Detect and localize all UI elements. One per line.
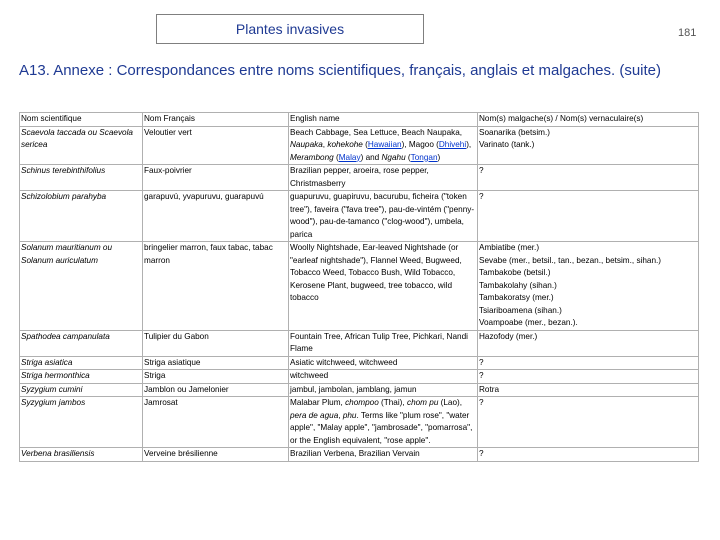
english-text: ), — [466, 140, 472, 149]
column-header-english: English name — [289, 113, 478, 127]
cell-malagasy-name: ? — [478, 165, 699, 191]
table-row — [20, 191, 699, 242]
column-header-french: Nom Français — [143, 113, 289, 127]
cell-english-name: guapuruvu, guapiruvu, bacurubu, ficheira ("token tree"), faveira ("fava tree"), pau-de-vintém ("penny-wood"), pau-de-tamanco ("clog-wood"), umbela, parica — [289, 191, 478, 242]
link-hawaiian[interactable]: Hawaiian — [367, 140, 402, 149]
link-malay[interactable]: Malay — [338, 152, 361, 162]
cell-malagasy-name: ? — [478, 356, 699, 370]
cell-scientific-name: Scaevola taccada ou Scaevola sericea — [20, 126, 143, 165]
english-text: . Terms like "plum rose", "water apple", "Malay apple", "jambrosade", "pomarrosa", or the English equivalent, "rose apple". — [290, 410, 473, 445]
cell-english-name: Asiatic witchweed, witchweed — [289, 356, 478, 370]
table-row — [20, 356, 699, 370]
cell-english-name: witchweed — [289, 370, 478, 384]
cell-scientific-name: Striga asiatica — [20, 356, 143, 370]
header-title: Plantes invasives — [235, 21, 345, 37]
cell-french-name: Faux-poivrier — [143, 165, 289, 191]
english-text: , — [322, 140, 328, 149]
cell-french-name: Jamrosat — [143, 397, 289, 448]
cell-malagasy-name: Soanarika (betsim.) Varinato (tank.) — [478, 126, 699, 165]
cell-scientific-name: Syzygium jambos — [20, 397, 143, 448]
cell-french-name: Striga asiatique — [143, 356, 289, 370]
english-text: ( — [362, 140, 368, 149]
cell-malagasy-name: Rotra — [478, 383, 699, 397]
english-text-italic: Naupaka — [290, 140, 323, 149]
cell-english-name: Brazilian pepper, aroeira, rose pepper, Christmasberry — [289, 165, 478, 191]
english-text: ) — [437, 152, 441, 162]
cell-french-name: Jamblon ou Jamelonier — [143, 383, 289, 397]
column-header-scientific: Nom scientifique — [20, 113, 143, 127]
english-text: Malabar Plum, — [290, 398, 346, 407]
english-text: ) and — [360, 152, 382, 162]
table-row — [20, 126, 699, 165]
cell-malagasy-name: ? — [478, 448, 699, 462]
english-text-italic: Merambong — [290, 152, 334, 162]
cell-french-name: Verveine brésilienne — [143, 448, 289, 462]
table-row — [20, 448, 699, 462]
table-row — [20, 330, 699, 356]
cell-french-name: Veloutier vert — [143, 126, 289, 165]
table-row — [20, 383, 699, 397]
english-text: ( — [405, 152, 411, 162]
cell-scientific-name: Solanum mauritianum ou Solanum auriculatum — [20, 242, 143, 331]
english-text-italic: chompoo — [345, 398, 379, 407]
cell-english-name — [289, 126, 478, 165]
table-row — [20, 370, 699, 384]
cell-english-name — [289, 397, 478, 448]
cell-french-name: bringelier marron, faux tabac, tabac marron — [143, 242, 289, 331]
english-text-italic: kohekohe — [327, 140, 363, 149]
correspondence-table — [19, 112, 699, 462]
cell-malagasy-name: Hazofody (mer.) — [478, 330, 699, 356]
english-text-italic: Ngahu — [381, 152, 406, 162]
table-header-row — [20, 113, 699, 127]
english-text-italic: pera de agua — [290, 410, 339, 420]
table-row — [20, 242, 699, 331]
english-text: ( — [333, 152, 339, 162]
table-row — [20, 165, 699, 191]
cell-scientific-name: Schizolobium parahyba — [20, 191, 143, 242]
cell-english-name: Brazilian Verbena, Brazilian Vervain — [289, 448, 478, 462]
cell-french-name: Striga — [143, 370, 289, 384]
cell-scientific-name: Syzygium cumini — [20, 383, 143, 397]
english-text-italic: chom pu — [406, 398, 439, 407]
cell-english-name: jambul, jambolan, jamblang, jamun — [289, 383, 478, 397]
cell-english-name: Woolly Nightshade, Ear-leaved Nightshade (or "earleaf nightshade"), Flannel Weed, Bugweed, Tobacco Weed, Tobacco Bush, Wild Tobacco, Kerosene Plant, bugweed, tree tobacco, wild tobacco — [289, 242, 478, 331]
cell-french-name: Tulipier du Gabon — [143, 330, 289, 356]
english-text: (Thai), — [378, 398, 407, 407]
page-number: 181 — [678, 27, 697, 39]
english-text: Beach Cabbage, Sea Lettuce, Beach Naupaka, — [290, 127, 463, 137]
column-header-malagasy: Nom(s) malgache(s) / Nom(s) vernaculaire(s) — [478, 113, 699, 127]
link-dhivehi[interactable]: Dhivehi — [438, 140, 467, 149]
english-text-italic: phu — [342, 410, 357, 420]
header-title-box — [156, 14, 424, 44]
cell-french-name: garapuvú, yvapuruvu, guarapuvú — [143, 191, 289, 242]
section-title: A13. Annexe : Correspondances entre noms scientifiques, français, anglais et malgaches. (suite) — [19, 62, 662, 79]
cell-scientific-name: Verbena brasiliensis — [20, 448, 143, 462]
english-text: ), Magoo ( — [401, 140, 439, 149]
cell-malagasy-name: ? — [478, 397, 699, 448]
cell-english-name: Fountain Tree, African Tulip Tree, Pichkari, Nandi Flame — [289, 330, 478, 356]
cell-scientific-name: Striga hermonthica — [20, 370, 143, 384]
table-row — [20, 397, 699, 448]
cell-malagasy-name: Ambiatibe (mer.) Sevabe (mer., betsil., tan., bezan., betsim., sihan.) Tambakobe (betsil.) Tambakolahy (sihan.) Tambakoratsy (mer.) Tsiariboamena (sihan.) Voampoabe (mer., bezan.). — [478, 242, 699, 331]
english-text: (Lao), — [438, 398, 463, 407]
cell-malagasy-name: ? — [478, 370, 699, 384]
cell-scientific-name: Spathodea campanulata — [20, 330, 143, 356]
link-tongan[interactable]: Tongan — [410, 152, 438, 162]
english-text: , — [338, 410, 343, 420]
cell-scientific-name: Schinus terebinthifolius — [20, 165, 143, 191]
cell-malagasy-name: ? — [478, 191, 699, 242]
